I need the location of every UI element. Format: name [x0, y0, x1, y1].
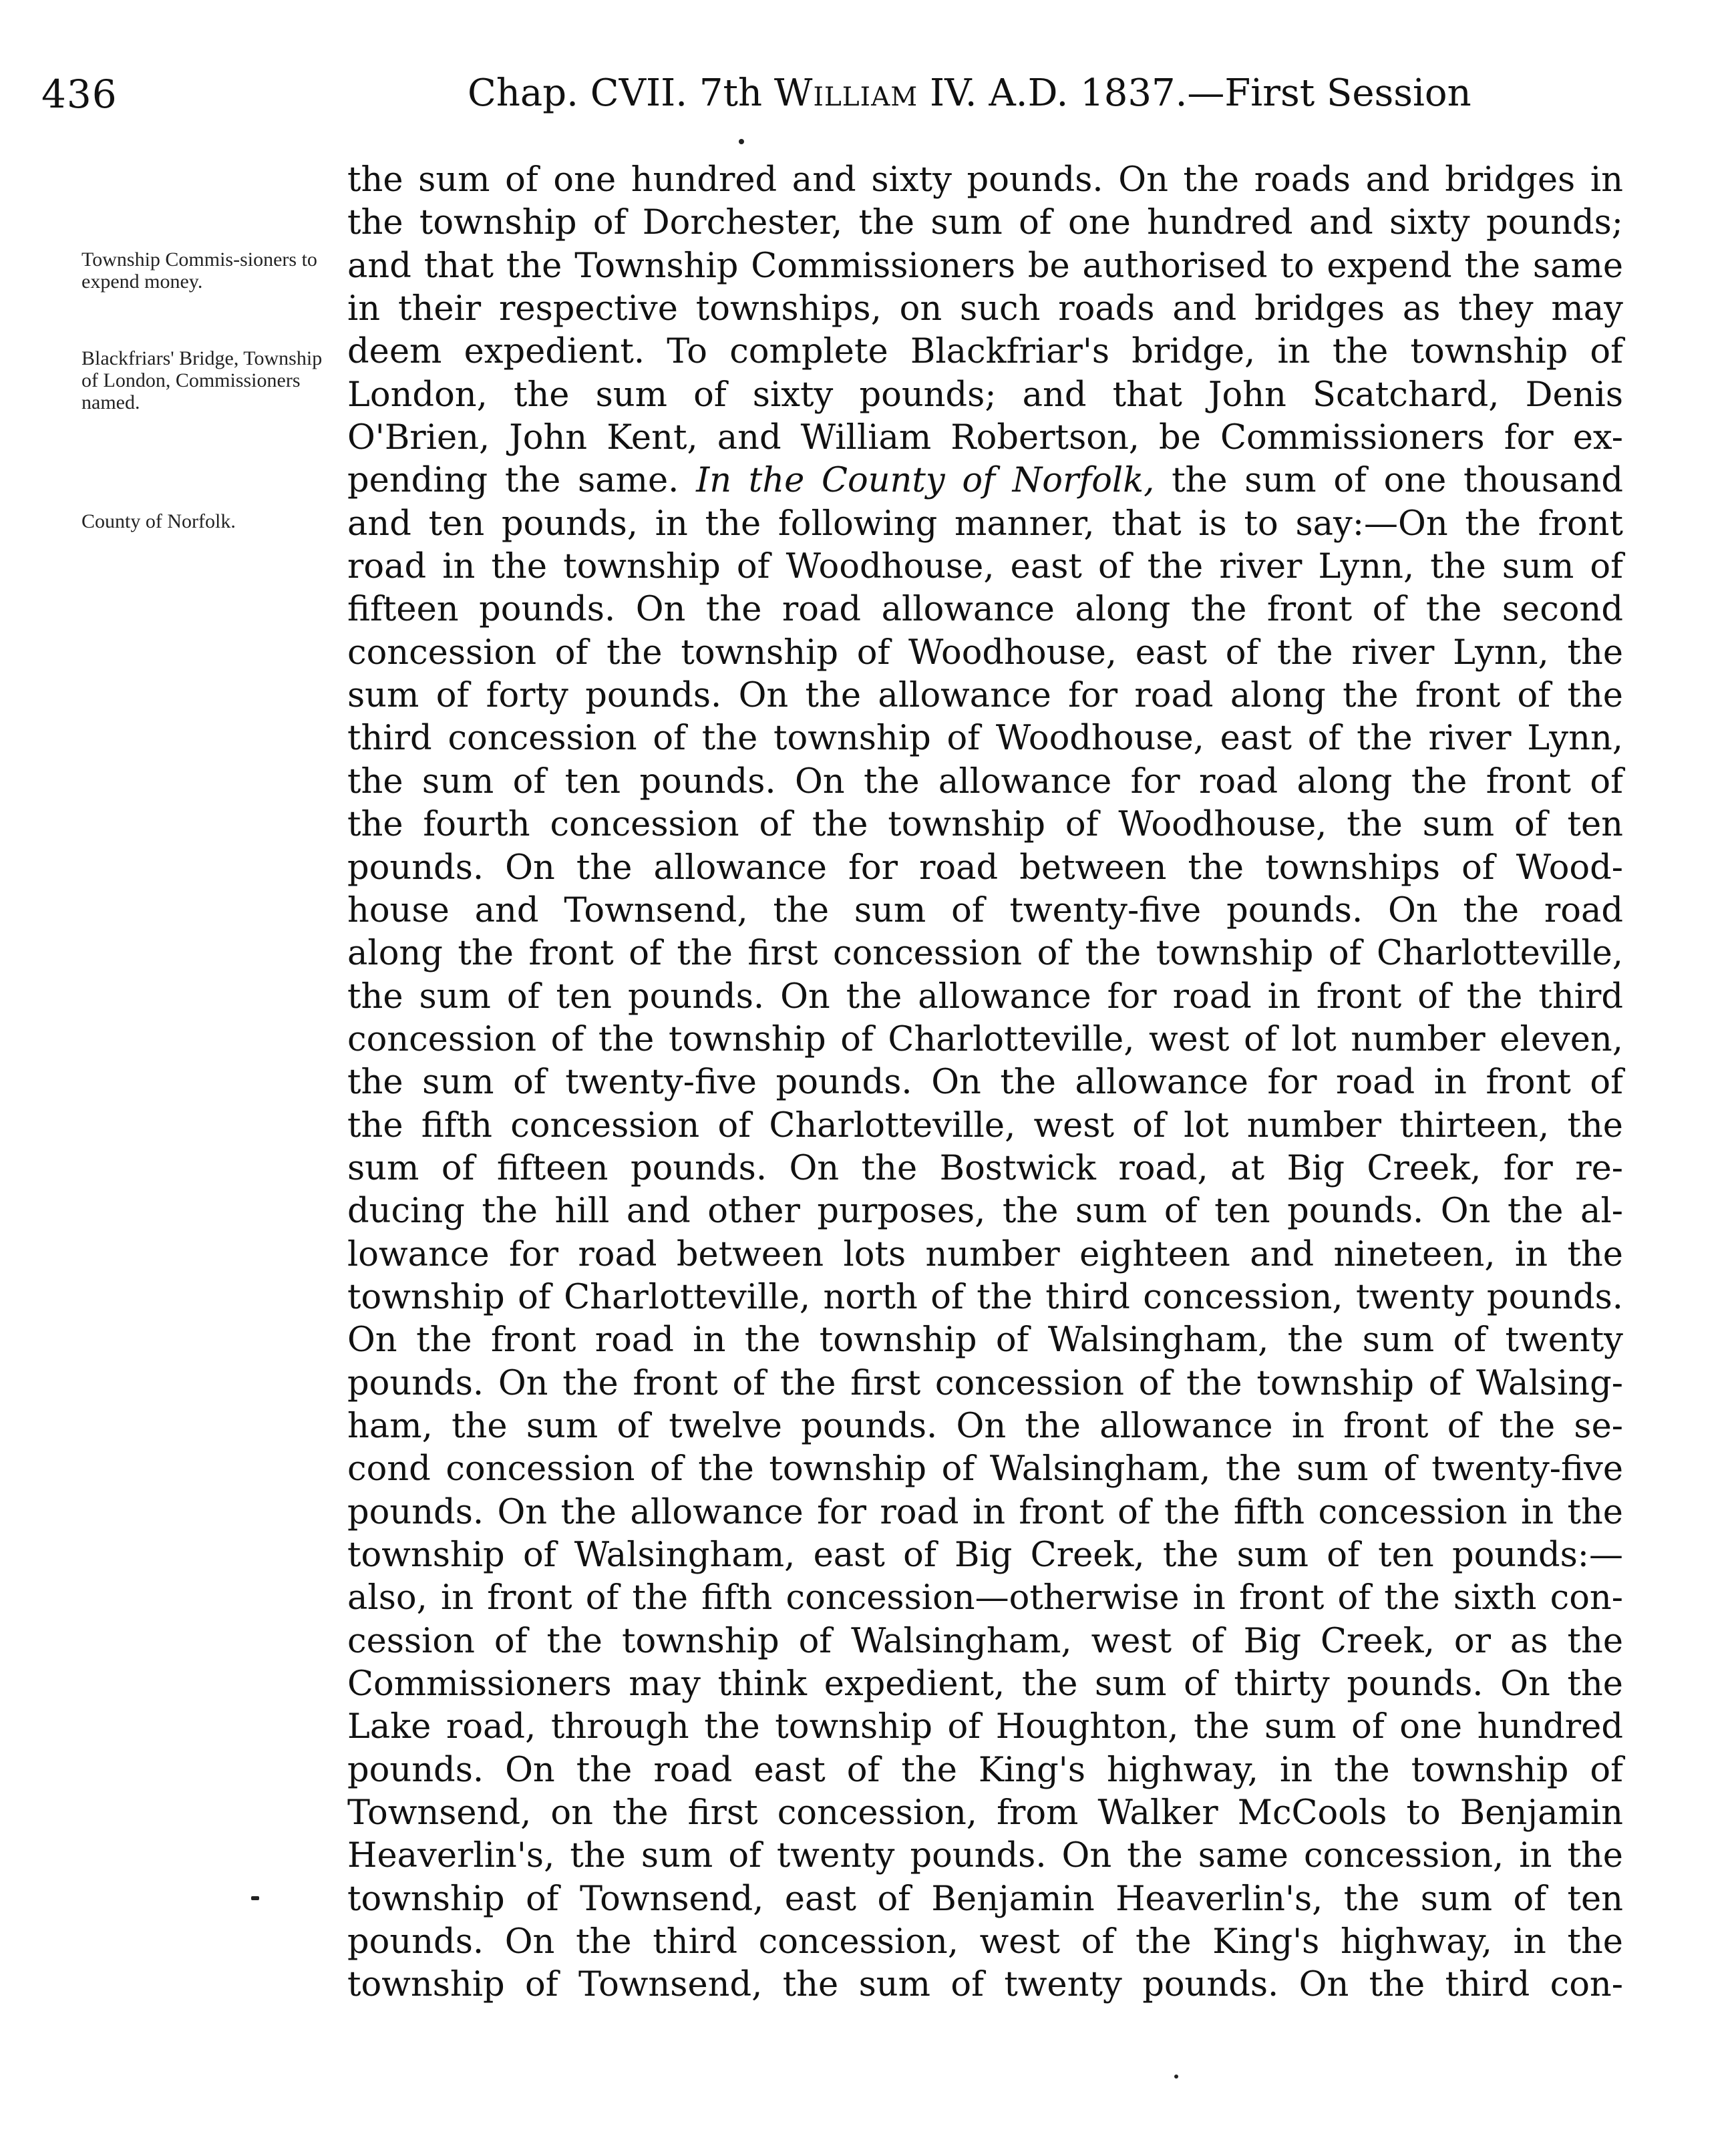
text-line: along the front of the first concession of the township of Charlotteville, — [347, 934, 1623, 974]
text-line: Townsend, on the first concession, from Walker McCools to Benjamin — [347, 1793, 1623, 1833]
text-line: deem expedient. To complete Blackfriar's bridge, in the township of — [347, 332, 1623, 372]
text-line: the fourth concession of the township of Woodhouse, the sum of ten — [347, 805, 1623, 845]
text-line: cession of the township of Walsingham, west of Big Creek, or as the — [347, 1621, 1623, 1661]
text-line: township of Townsend, the sum of twenty pounds. On the third con- — [347, 1965, 1623, 2005]
text-line: the fifth concession of Charlotteville, west of lot number thirteen, the — [347, 1105, 1623, 1145]
text-line: pounds. On the third concession, west of the King's highway, in the — [347, 1922, 1623, 1962]
text-line: township of Townsend, east of Benjamin Heaverlin's, the sum of ten — [347, 1879, 1623, 1919]
text-line: O'Brien, John Kent, and William Robertson, be Commissioners for ex- — [347, 418, 1623, 458]
text-line: the township of Dorchester, the sum of one hundred and sixty pounds; — [347, 203, 1623, 243]
text-line: ham, the sum of twelve pounds. On the allowance in front of the se- — [347, 1406, 1623, 1446]
text-line: the sum of ten pounds. On the allowance for road along the front of — [347, 761, 1623, 801]
running-head-king: William — [773, 71, 918, 115]
text-line: township of Walsingham, east of Big Creek, the sum of ten pounds:— — [347, 1536, 1623, 1575]
text-line: concession of the township of Charlotteville, west of lot number eleven, — [347, 1019, 1623, 1059]
text-line: house and Townsend, the sum of twenty-five pounds. On the road — [347, 890, 1623, 930]
text-line: road in the township of Woodhouse, east of the river Lynn, the sum of — [347, 547, 1623, 587]
text-line: London, the sum of sixty pounds; and that John Scatchard, Denis — [347, 375, 1623, 415]
text-line: also, in front of the fifth concession—otherwise in front of the sixth con- — [347, 1578, 1623, 1618]
text-line: concession of the township of Woodhouse, east of the river Lynn, the — [347, 633, 1623, 673]
text-line: ducing the hill and other purposes, the sum of ten pounds. On the al- — [347, 1192, 1623, 1232]
text-line: On the front road in the township of Walsingham, the sum of twenty — [347, 1320, 1623, 1361]
text-line: cond concession of the township of Walsingham, the sum of twenty-five — [347, 1449, 1623, 1489]
print-speck — [1174, 2075, 1178, 2079]
county-of-norfolk-heading: In the County of Norfolk, — [696, 461, 1155, 501]
print-speck — [739, 139, 744, 144]
line-start: pending the same. — [347, 461, 679, 501]
text-line: pounds. On the road east of the King's highway, in the township of — [347, 1750, 1623, 1790]
text-line: the sum of ten pounds. On the allowance for road in front of the third — [347, 976, 1623, 1017]
line-end: the sum of one thousand — [1172, 461, 1623, 501]
text-line: pounds. On the front of the first concession of the township of Walsing- — [347, 1363, 1623, 1403]
page-number: 436 — [41, 71, 118, 117]
text-line: in their respective townships, on such roads and bridges as they may — [347, 289, 1623, 329]
text-line: third concession of the township of Woodhouse, east of the river Lynn, — [347, 719, 1623, 759]
text-line: the sum of twenty-five pounds. On the allowance for road in front of — [347, 1063, 1623, 1103]
text-line: Commissioners may think expedient, the sum of thirty pounds. On the — [347, 1664, 1623, 1704]
running-head — [468, 71, 1471, 115]
text-line: township of Charlotteville, north of the third concession, twenty pounds. — [347, 1277, 1623, 1317]
text-line: sum of forty pounds. On the allowance for road along the front of the — [347, 676, 1623, 716]
text-line-county-heading — [347, 460, 1623, 502]
text-line: and that the Township Commissioners be authorised to expend the same — [347, 246, 1623, 286]
text-line: pounds. On the allowance for road between the townships of Wood- — [347, 848, 1623, 888]
text-line: pounds. On the allowance for road in front of the fifth concession in the — [347, 1492, 1623, 1532]
text-line: Heaverlin's, the sum of twenty pounds. On the same concession, in the — [347, 1836, 1623, 1876]
running-head-reign: IV. A.D. 1837.—First Session — [929, 71, 1471, 115]
sidenote-blackfriars-bridge: Blackfriars' Bridge, Township of London, Commissioners named. — [81, 347, 323, 413]
text-line: Lake road, through the township of Houghton, the sum of one hundred — [347, 1707, 1623, 1747]
text-line: sum of fifteen pounds. On the Bostwick road, at Big Creek, for re- — [347, 1148, 1623, 1188]
body-text — [347, 159, 1623, 2007]
text-line: fifteen pounds. On the road allowance along the front of the second — [347, 590, 1623, 630]
text-line: the sum of one hundred and sixty pounds. On the roads and bridges in — [347, 160, 1623, 200]
print-speck — [251, 1896, 259, 1900]
sidenote-township-commissioners: Township Commis-sioners to expend money. — [81, 248, 317, 293]
text-line: lowance for road between lots number eighteen and nineteen, in the — [347, 1234, 1623, 1274]
text-line: and ten pounds, in the following manner, that is to say:—On the front — [347, 504, 1623, 544]
sidenote-county-of-norfolk: County of Norfolk. — [81, 510, 236, 532]
running-head-chapter: Chap. CVII. 7th — [468, 71, 763, 115]
